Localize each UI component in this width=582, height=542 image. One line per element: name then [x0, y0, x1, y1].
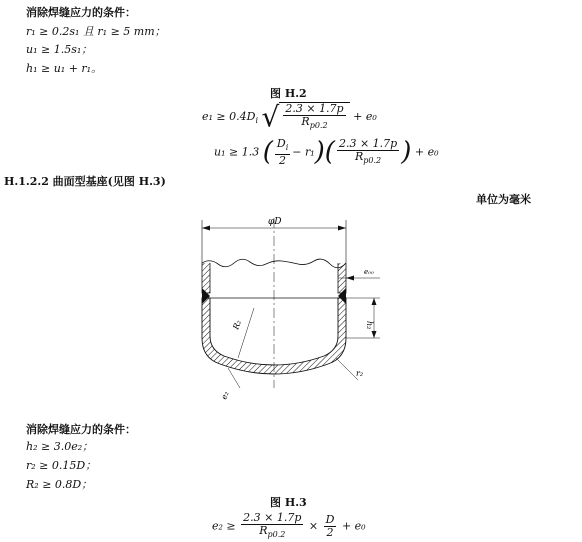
eq2-fraction-1 [275, 138, 290, 167]
equation-u1 [214, 138, 439, 167]
eq1-denominator [283, 116, 345, 132]
eq1-sqrt [279, 102, 349, 132]
figure-h2-caption: 图 H.2 [270, 87, 307, 100]
eq3-lhs: e₂ ≥ [212, 519, 236, 533]
h-arrow-top [372, 298, 377, 305]
bottom-conditions-heading: 消除焊缝应力的条件： [26, 423, 136, 436]
eq2-lhs: u₁ ≥ 1.3 [214, 145, 260, 159]
eq2-f1-denominator: 2 [279, 154, 287, 167]
bottom-condition-2: r₂ ≥ 0.15D； [26, 459, 97, 472]
label-phiD: φD [268, 217, 282, 227]
label-r2: r₂ [356, 369, 364, 378]
eq2-den-sub: p0.2 [363, 156, 382, 165]
top-condition-3: h₁ ≥ u₁ + r₁。 [26, 62, 103, 75]
label-e00: e₀₀ [364, 268, 374, 276]
eq2-minus: − r₁ [292, 145, 315, 159]
eq3-times: × [308, 519, 319, 533]
eq3-fraction-2 [324, 514, 337, 539]
bottom-condition-1: h₂ ≥ 3.0e₂； [26, 440, 94, 453]
eq3-f2-numerator: D [325, 513, 335, 526]
open-paren-2: ( [324, 137, 335, 167]
h-arrow-bottom [372, 331, 377, 338]
eq2-f1-num-text: D [276, 137, 286, 150]
close-paren-2: ) [401, 137, 412, 167]
eq1-numerator: 2.3 × 1.7p [285, 102, 344, 115]
figure-h3-drawing [180, 208, 400, 418]
label-e2: e₂ [219, 390, 231, 401]
eq1-fraction [283, 103, 345, 132]
eq3-denominator [241, 525, 303, 541]
eq1-den-text: R [301, 115, 310, 128]
section-title: H.1.2.2 曲面型基座(见图 H.3) [4, 175, 166, 188]
eq3-f2-denominator: 2 [326, 526, 334, 539]
R-leader [238, 308, 254, 358]
shell-wall-left [202, 263, 210, 293]
top-condition-1: r₁ ≥ 0.2s₁ 且 r₁ ≥ 5 mm； [26, 25, 166, 38]
eq3-fraction-1 [241, 512, 303, 541]
sqrt-sign: √ [261, 100, 280, 134]
unit-note: 单位为毫米 [476, 193, 531, 206]
eq3-den-text: R [259, 524, 268, 537]
eq1-lhs-sub: i [255, 116, 259, 125]
eq2-fraction-2 [337, 138, 399, 167]
eq3-tail: + e₀ [341, 519, 366, 533]
eq2-f2-denominator [337, 151, 399, 167]
eq1-den-sub: p0.2 [309, 121, 328, 130]
top-condition-2: u₁ ≥ 1.5s₁； [26, 43, 93, 56]
top-conditions-heading: 消除焊缝应力的条件： [26, 6, 136, 19]
label-h2: h₂ [365, 321, 374, 330]
eq2-f1-numerator [275, 138, 290, 155]
e-arrow [346, 276, 354, 281]
bottom-condition-3: R₂ ≥ 0.8D； [26, 478, 93, 491]
eq1-lhs: e₁ ≥ 0.4D [202, 110, 256, 123]
eq2-f1-num-sub: i [285, 143, 289, 152]
r-leader [336, 358, 358, 380]
open-paren: ( [262, 137, 273, 167]
eq3-den-sub: p0.2 [267, 530, 286, 539]
eq1-tail: + e₀ [353, 110, 377, 123]
eq3-numerator: 2.3 × 1.7p [243, 511, 302, 524]
equation-e1 [202, 102, 377, 132]
equation-e2 [212, 512, 366, 541]
eq2-den-text: R [355, 150, 364, 163]
close-paren: ) [314, 137, 325, 167]
eq2-f2-numerator: 2.3 × 1.7p [338, 137, 398, 150]
dim-arrow-right [338, 226, 346, 231]
dim-arrow-left [202, 226, 210, 231]
eq2-tail: + e₀ [414, 145, 439, 159]
figure-h3-caption: 图 H.3 [270, 496, 307, 509]
e2-leader [228, 368, 240, 388]
label-R2: R₂ [231, 318, 244, 331]
